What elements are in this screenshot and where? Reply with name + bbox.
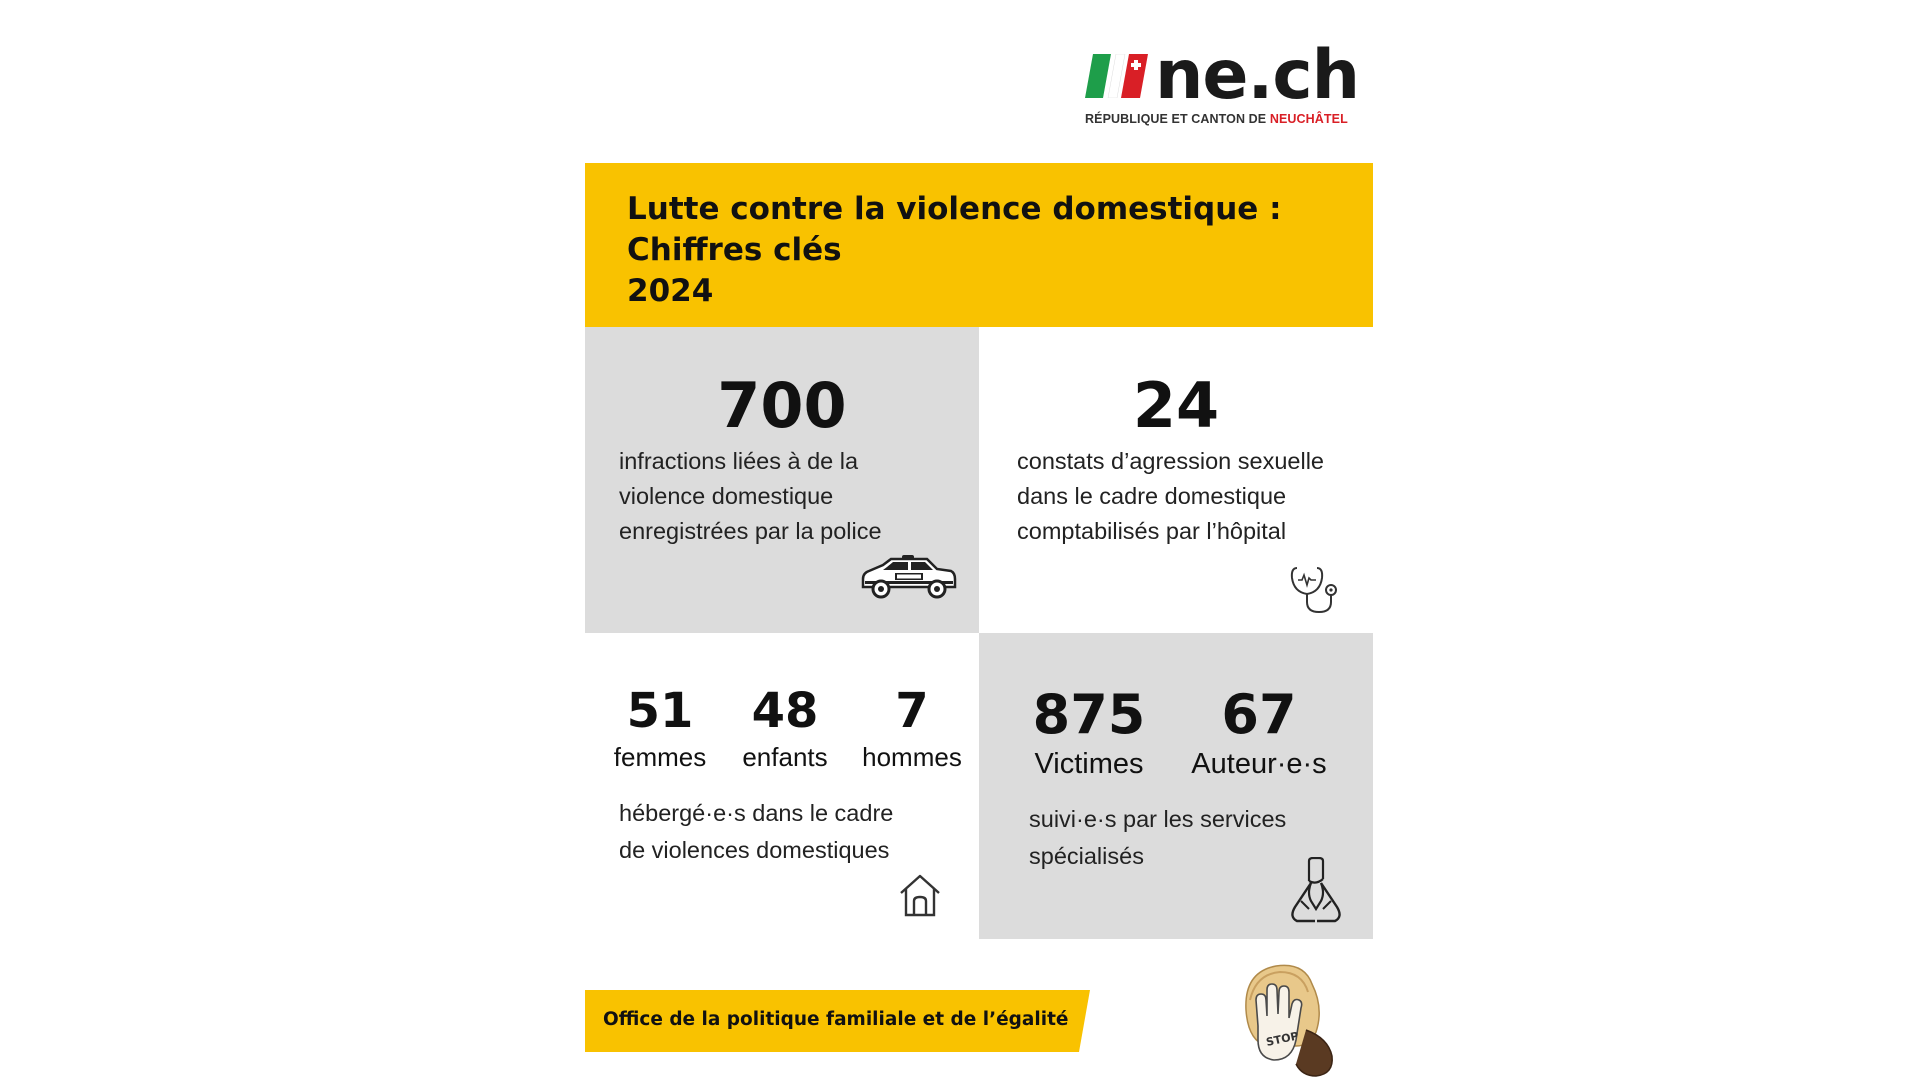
victims-count: 875 — [1032, 683, 1146, 746]
stat-card-services — [979, 633, 1373, 939]
police-stat-value: 700 — [717, 369, 847, 442]
helping-hands-icon — [1285, 857, 1347, 925]
children-label: enfants — [742, 742, 828, 772]
women-label: femmes — [613, 742, 707, 772]
title-line-1: Lutte contre la violence domestique : — [627, 191, 1282, 227]
neuchatel-flag-mark-icon — [1085, 54, 1150, 98]
house-icon — [897, 873, 943, 917]
ne-ch-logo — [1085, 36, 1360, 130]
stethoscope-icon — [1289, 564, 1345, 616]
stop-text: STOP — [1264, 1029, 1300, 1049]
title-year: 2024 — [627, 273, 714, 309]
office-banner — [585, 990, 1090, 1052]
men-label: hommes — [862, 742, 962, 772]
hospital-stat-value: 24 — [1132, 369, 1220, 442]
police-car-icon — [861, 553, 957, 601]
logo-wordmark: ne.ch — [1155, 36, 1360, 115]
logo-subtitle: RÉPUBLIQUE ET CANTON DE NEUCHÂTEL — [1085, 112, 1348, 126]
stat-card-housing — [585, 633, 979, 939]
police-stat-description: infractions liées à de la violence domestique enregistrées par la police — [619, 448, 882, 544]
victims-label: Victimes — [1034, 748, 1144, 780]
stat-card-police — [585, 327, 979, 633]
services-stat-description: suivi·e·s par les services spécialisés — [1029, 806, 1287, 869]
hospital-stat-description: constats d’agression sexuelle dans le cadre domestique comptabilisés par l’hôpital — [1017, 448, 1324, 544]
stop-hand-illustration — [1236, 960, 1346, 1078]
title-line-2: Chiffres clés — [627, 232, 842, 268]
title-banner — [585, 163, 1373, 327]
office-name: Office de la politique familiale et de l’égalité — [603, 1009, 1069, 1030]
children-count: 48 — [751, 683, 819, 739]
perpetrators-count: 67 — [1221, 683, 1297, 746]
perpetrators-label: Auteur·e·s — [1191, 748, 1327, 780]
stat-card-hospital — [979, 327, 1373, 633]
women-count: 51 — [626, 683, 694, 739]
men-count: 7 — [895, 683, 929, 739]
housing-stat-description: hébergé·e·s dans le cadre de violences domestiques — [619, 800, 894, 863]
page-title — [627, 189, 1282, 312]
